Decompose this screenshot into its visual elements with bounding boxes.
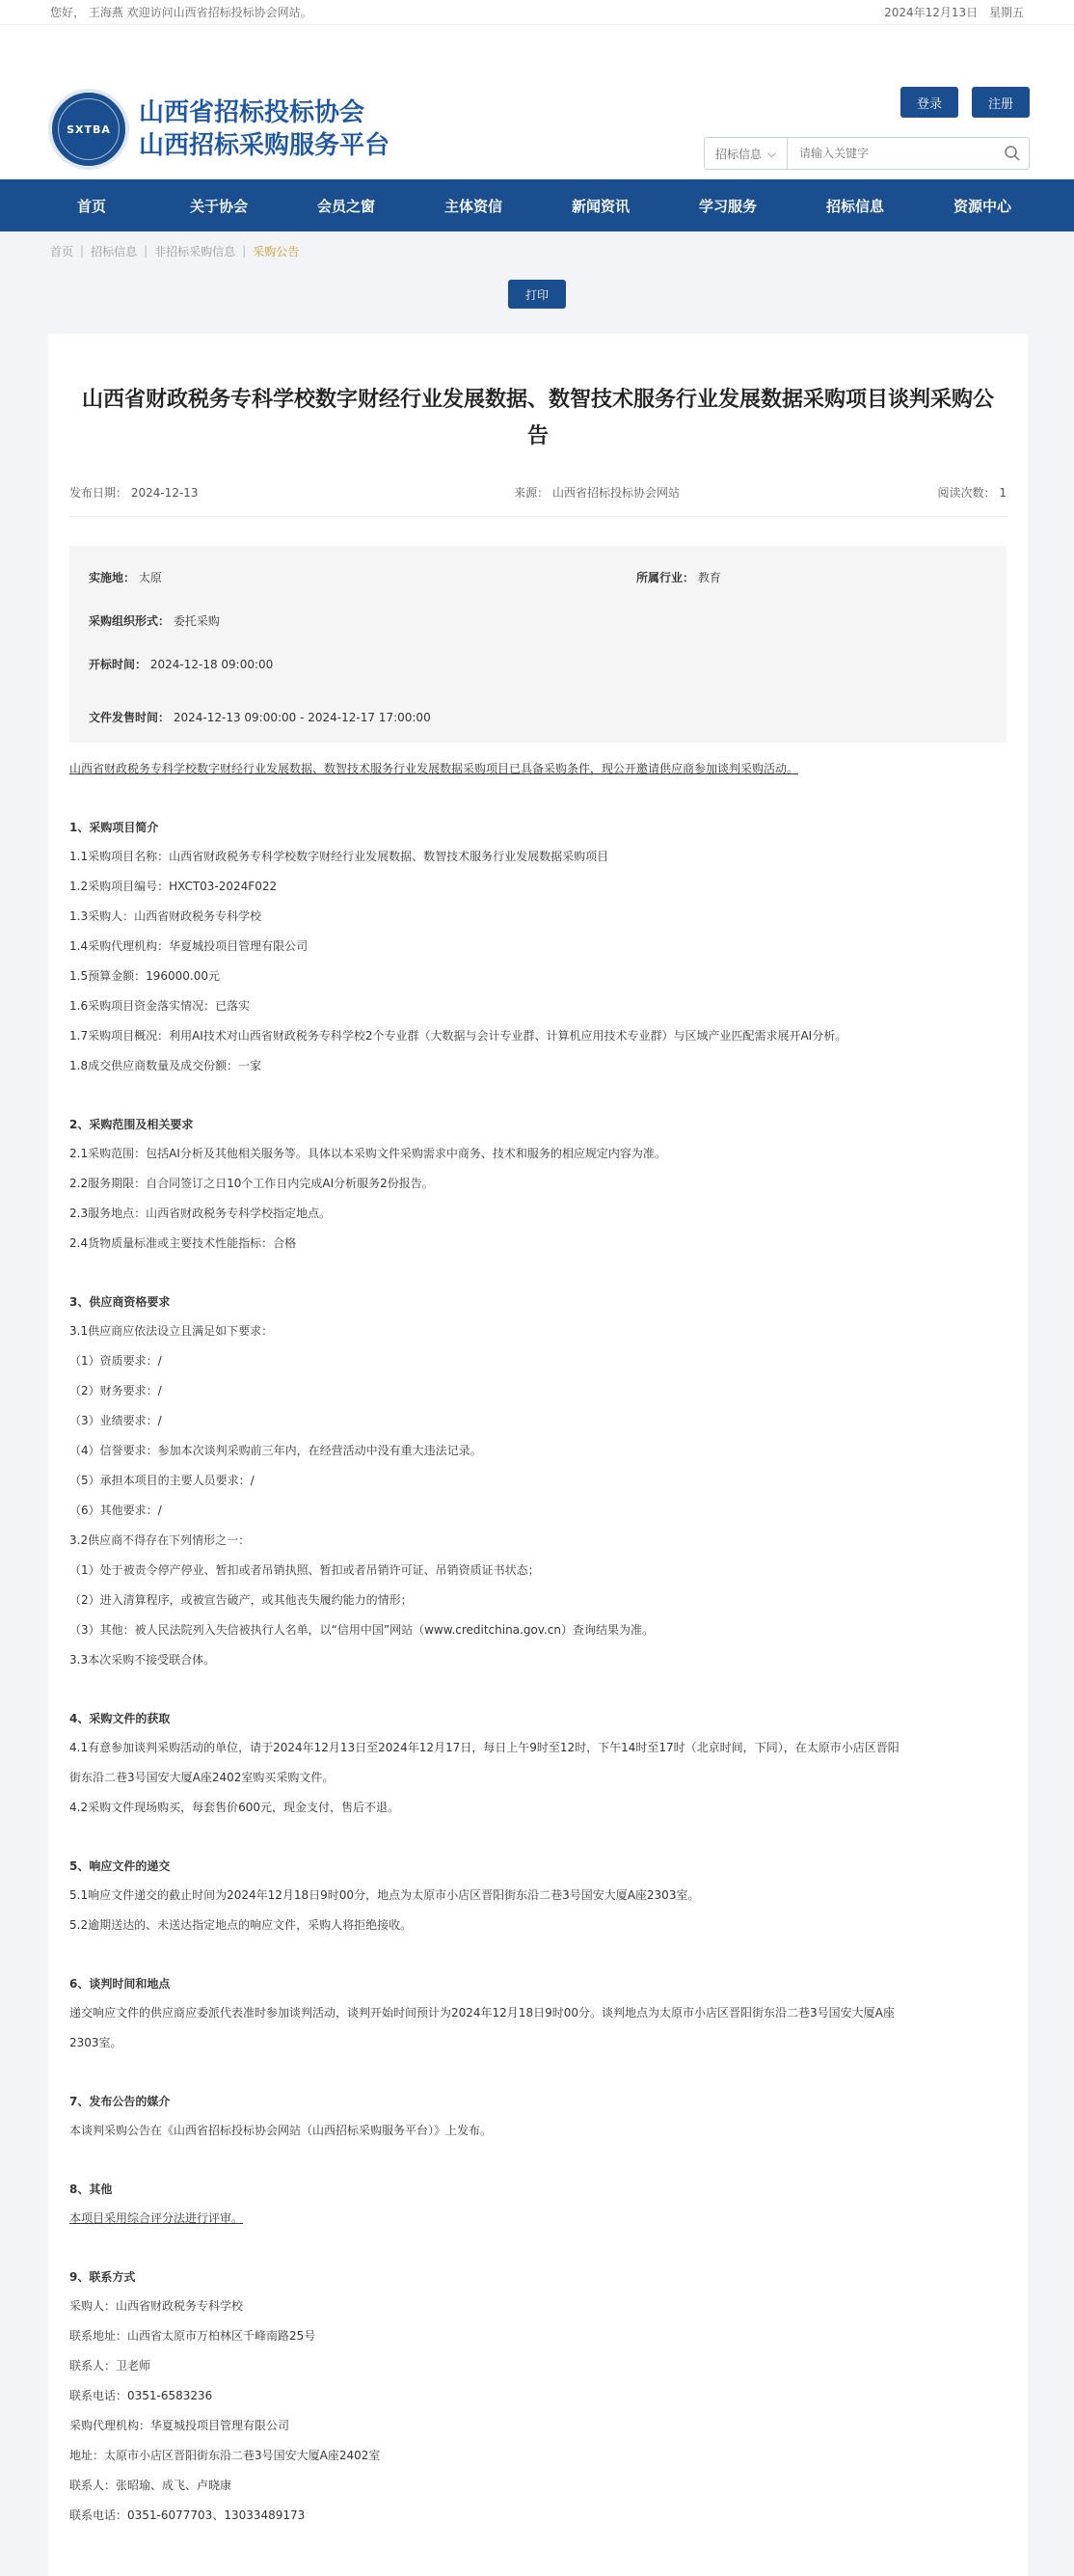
nav-tender-info[interactable]: 招标信息 (825, 197, 884, 215)
section-heading: 5、响应文件的递交 (69, 1859, 171, 1873)
weekday-text: 星期五 (988, 6, 1024, 19)
auth-buttons (900, 87, 1030, 118)
contact-line: 采购代理机构：华夏城投项目管理有限公司 (69, 2419, 290, 2432)
login-button[interactable]: 登录 (900, 87, 958, 118)
section-line: （3）业绩要求：/ (69, 1414, 162, 1427)
section-line: （5）承担本项目的主要人员要求：/ (69, 1474, 255, 1487)
info-row (89, 642, 987, 686)
article-card (48, 334, 1028, 2576)
section-heading: 8、其他 (69, 2183, 113, 2196)
site-header (0, 25, 1074, 179)
register-button[interactable]: 注册 (972, 87, 1030, 118)
article-body (69, 754, 1007, 2531)
location-field (89, 569, 636, 585)
search-icon[interactable] (996, 145, 1029, 162)
search-category-select[interactable] (705, 138, 788, 169)
nav-resources[interactable]: 资源中心 (953, 197, 1011, 215)
location-label: 实施地： (89, 571, 136, 584)
section-line: 本谈判采购公告在《山西省招标投标协会网站（山西招标采购服务平台）》上发布。 (69, 2124, 493, 2137)
section-line: （2）进入清算程序，或被宣告破产，或其他丧失履约能力的情形； (69, 1593, 413, 1607)
contact-line: 采购人：山西省财政税务专科学校 (69, 2299, 244, 2313)
section-line: 2.1采购范围：包括AI分析及其他相关服务等。具体以本采购文件采购需求中商务、技术和服务的相应规定内容为准。 (69, 1147, 666, 1160)
article-meta (69, 484, 1007, 517)
site-logo[interactable] (48, 89, 389, 170)
section-line: 2.2服务期限：自合同签订之日10个工作日内完成AI分析服务2份报告。 (69, 1177, 434, 1190)
nav-credit[interactable]: 主体资信 (443, 197, 502, 215)
breadcrumb-home[interactable]: 首页 (50, 244, 74, 258)
section-line: 2.3服务地点：山西省财政税务专科学校指定地点。 (69, 1207, 332, 1220)
location-value: 太原 (138, 571, 162, 584)
industry-field (636, 569, 721, 585)
section-heading: 2、采购范围及相关要求 (69, 1118, 194, 1131)
section-heading: 7、发布公告的媒介 (69, 2095, 171, 2108)
section-heading: 4、采购文件的获取 (69, 1712, 171, 1725)
intro-paragraph: 山西省财政税务专科学校数字财经行业发展数据、数智技术服务行业发展数据采购项目已具备采购条件，现公开邀请供应商参加谈判采购活动。 (69, 762, 799, 775)
doc-time-label: 文件发售时间： (89, 711, 171, 724)
nav-members[interactable]: 会员之窗 (316, 197, 375, 215)
project-info-box (69, 546, 1007, 743)
search-input[interactable] (788, 138, 996, 169)
section-line: 5.1响应文件递交的截止时间为2024年12月18日9时00分，地点为太原市小店区晋阳街东沿二巷3号国安大厦A座2303室。 (69, 1888, 700, 1902)
search-category-label: 招标信息 (714, 147, 762, 161)
section-line: 1.5预算金额：196000.00元 (69, 969, 220, 983)
date-display (876, 4, 1024, 20)
nav-home[interactable]: 首页 (76, 197, 106, 215)
contact-line: 联系人：张昭瑜、成飞、卢晓康 (69, 2479, 232, 2492)
section-heading: 1、采购项目简介 (69, 821, 159, 834)
section-line: 街东沿二巷3号国安大厦A座2402室购买采购文件。 (69, 1771, 335, 1784)
contact-line: 地址：太原市小店区晋阳街东沿二巷3号国安大厦A座2402室 (69, 2449, 381, 2462)
section-line: （2）财务要求：/ (69, 1384, 162, 1397)
section-line: 本项目采用综合评分法进行评审。 (69, 2211, 244, 2225)
form-label: 采购组织形式： (89, 614, 171, 628)
section-line: 4.2采购文件现场购买，每套售价600元，现金支付，售后不退。 (69, 1801, 399, 1814)
breadcrumb-separator: | (80, 244, 85, 258)
doc-time-value: 2024-12-13 09:00:00 - 2024-12-17 17:00:00 (173, 710, 431, 724)
form-value: 委托采购 (173, 614, 220, 628)
section-heading: 3、供应商资格要求 (69, 1295, 171, 1309)
logo-line-1: 山西省招标投标协会 (139, 98, 365, 127)
top-bar (0, 0, 1074, 25)
logo-abbr: SXTBA (67, 122, 111, 136)
info-row (89, 556, 987, 599)
view-count: 阅读次数： 1 (937, 486, 1007, 500)
article-title: 山西省财政税务专科学校数字财经行业发展数据、数智技术服务行业发展数据采购项目谈判采购公告 (81, 388, 994, 448)
section-line: （1）资质要求：/ (69, 1354, 162, 1368)
date-text: 2024年12月13日 (884, 6, 979, 19)
section-line: （1）处于被责令停产停业、暂扣或者吊销执照、暂扣或者吊销许可证、吊销资质证书状态； (69, 1563, 540, 1577)
contact-line: 联系地址：山西省太原市万柏林区千峰南路25号 (69, 2329, 316, 2343)
section-line: 1.4采购代理机构：华夏城投项目管理有限公司 (69, 939, 309, 953)
logo-line-2: 山西招标采购服务平台 (139, 131, 390, 160)
print-button[interactable]: 打印 (508, 280, 566, 309)
nav-news[interactable]: 新闻资讯 (571, 197, 630, 215)
nav-about[interactable]: 关于协会 (189, 197, 248, 215)
section-line: 3.1供应商应依法设立且满足如下要求： (69, 1324, 274, 1338)
info-row (89, 599, 987, 642)
contact-line: 联系人：卫老师 (69, 2359, 151, 2373)
section-line: 2303室。 (69, 2036, 122, 2049)
print-area (0, 270, 1074, 318)
open-time-label: 开标时间： (89, 658, 148, 671)
section-line: 1.1采购项目名称：山西省财政税务专科学校数字财经行业发展数据、数智技术服务行业发展数据采购项目 (69, 850, 609, 863)
breadcrumb-separator: | (242, 244, 247, 258)
publish-date: 发布日期： 2024-12-13 (69, 486, 199, 500)
section-heading: 9、联系方式 (69, 2270, 136, 2284)
section-line: 1.8成交供应商数量及成交份额：一家 (69, 1059, 262, 1072)
search-box (704, 137, 1030, 170)
greeting-text: 您好， 王海燕 欢迎访问山西省招标投标协会网站。 (50, 6, 312, 19)
logo-emblem (48, 89, 129, 170)
section-line: 4.1有意参加谈判采购活动的单位，请于2024年12月13日至2024年12月17日，每日上午9时至12时，下午14时至17时（北京时间，下同），在太原市小店区晋阳 (69, 1741, 899, 1754)
breadcrumb-separator: | (144, 244, 148, 258)
section-line: 5.2逾期送达的、未送达指定地点的响应文件，采购人将拒绝接收。 (69, 1918, 413, 1932)
nav-learning[interactable]: 学习服务 (698, 197, 757, 215)
breadcrumb (0, 231, 1074, 270)
section-line: 1.6采购项目资金落实情况：已落实 (69, 999, 251, 1013)
section-line: 递交响应文件的供应商应委派代表准时参加谈判活动，谈判开始时间预计为2024年12月18日9时00分。谈判地点为太原市小店区晋阳街东沿二巷3号国安大厦A座 (69, 2006, 895, 2020)
breadcrumb-non-tender[interactable]: 非招标采购信息 (154, 244, 236, 258)
logo-text (139, 96, 389, 162)
contact-line: 联系电话：0351-6583236 (69, 2389, 213, 2402)
info-row (89, 695, 987, 739)
section-line: （4）信誉要求：参加本次谈判采购前三年内，在经营活动中没有重大违法记录。 (69, 1444, 482, 1457)
section-line: 1.7采购项目概况：利用AI技术对山西省财政税务专科学校2个专业群（大数据与会计专业群、计算机应用技术专业群）与区域产业匹配需求展开AI分析。 (69, 1029, 847, 1043)
article-source: 来源： 山西省招标投标协会网站 (514, 486, 680, 500)
contact-line: 联系电话：0351-6077703、13033489173 (69, 2508, 306, 2522)
section-heading: 6、谈判时间和地点 (69, 1977, 171, 1991)
section-line: 1.2采购项目编号：HXCT03-2024F022 (69, 880, 278, 893)
section-line: 3.3本次采购不接受联合体。 (69, 1653, 216, 1667)
open-time-value: 2024-12-18 09:00:00 (149, 657, 274, 671)
breadcrumb-tender-info[interactable]: 招标信息 (91, 244, 138, 258)
industry-label: 所属行业： (636, 571, 695, 584)
section-line: 1.3采购人：山西省财政税务专科学校 (69, 909, 262, 923)
breadcrumb-current: 采购公告 (253, 244, 300, 258)
industry-value: 教育 (697, 571, 721, 584)
section-line: （3）其他：被人民法院列入失信被执行人名单，以“信用中国”网站（www.creditchina.gov.cn）查询结果为准。 (69, 1623, 654, 1637)
chevron-down-icon: ⌵ (766, 146, 777, 160)
section-line: 2.4货物质量标准或主要技术性能指标：合格 (69, 1236, 297, 1250)
main-nav (0, 179, 1074, 231)
section-line: （6）其他要求：/ (69, 1504, 162, 1517)
section-line: 3.2供应商不得存在下列情形之一： (69, 1533, 251, 1547)
